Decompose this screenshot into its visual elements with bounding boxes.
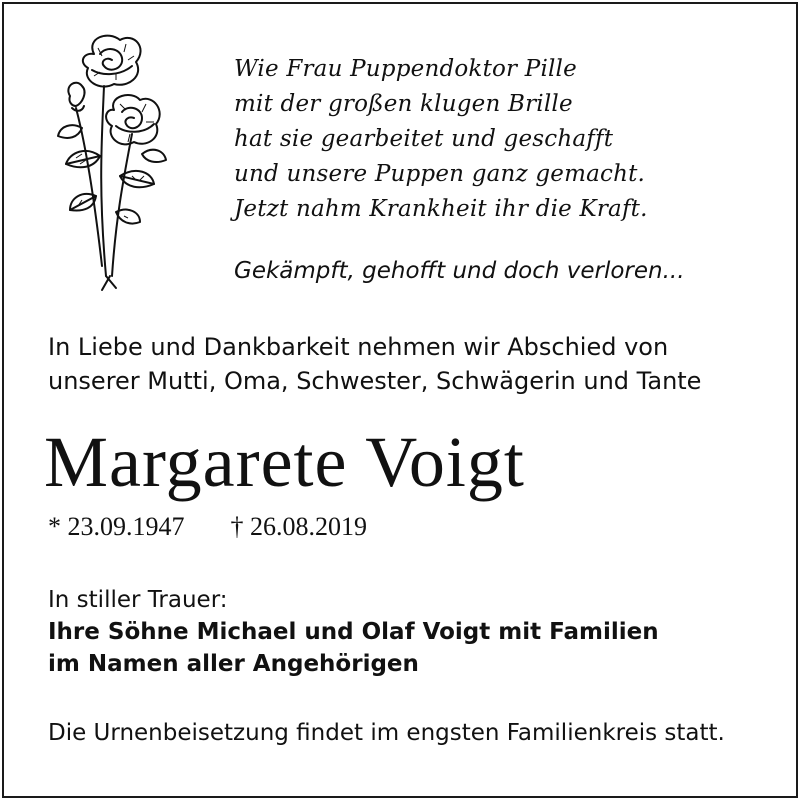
obituary-notice: [2, 2, 798, 798]
mourners-line: Ihre Söhne Michael und Olaf Voigt mit Familien: [48, 619, 659, 645]
intro-line: In Liebe und Dankbarkeit nehmen wir Abschied von: [48, 333, 669, 361]
poem-line: hat sie gearbeitet und geschafft: [234, 126, 614, 152]
mourners-heading: In stiller Trauer:: [48, 587, 228, 613]
rose-icon: [36, 26, 176, 296]
poem-line: Jetzt nahm Krankheit ihr die Kraft.: [234, 196, 648, 222]
poem-line: Wie Frau Puppendoktor Pille: [234, 56, 577, 82]
life-dates: [48, 512, 367, 542]
death-date: † 26.08.2019: [230, 512, 367, 541]
poem-line: mit der großen klugen Brille: [234, 91, 573, 117]
deceased-name: Margarete Voigt: [44, 422, 525, 502]
birth-date: * 23.09.1947: [48, 512, 185, 541]
poem-subline: Gekämpft, gehofft und doch verloren...: [234, 258, 685, 284]
burial-note: Die Urnenbeisetzung findet im engsten Familienkreis statt.: [48, 720, 725, 746]
poem-line: und unsere Puppen ganz gemacht.: [234, 161, 646, 187]
mourners-line: im Namen aller Angehörigen: [48, 651, 419, 677]
poem: [234, 52, 774, 227]
intro-line: unserer Mutti, Oma, Schwester, Schwägerin und Tante: [48, 367, 702, 395]
farewell-intro: [48, 330, 701, 398]
mourners: [48, 584, 659, 680]
